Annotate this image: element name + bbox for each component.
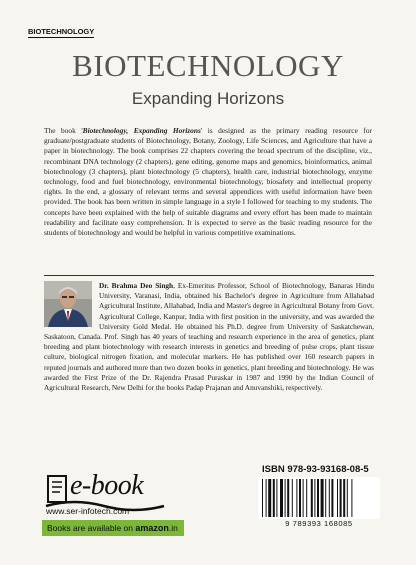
barcode-digits: 9 789393 168085: [285, 519, 353, 528]
author-bio: [44, 281, 374, 393]
availability-banner: [42, 520, 184, 536]
book-title: BIOTECHNOLOGY: [72, 48, 344, 83]
isbn-label: ISBN 978-93-93168-08-5: [262, 464, 369, 475]
blurb-lead: The book ': [44, 126, 83, 135]
availability-prefix: Books are available on: [47, 523, 136, 533]
blurb-text: ' is designed as the primary reading resource for graduate/postgraduate students of Biotechnology, Botany, Zoology, Life Sciences, and Agriculture that have a paper in biotechnology. The book comprises 22 chapters covering the broad spectrum of the discipline, viz., recombinant DNA technology (2 chapters), gene editing, genome maps and genomics, bioinformatics, animal biotechnology (3 chapters), plant biotechnology (5 chapters), health care, industrial biotechnology, enzyme technology, food and fuel biotechnology, environmental biotechnology, biosafety and intellectual property rights. In the end, a glossary of relevant terms and several appendices with useful information have been provided. The book has been written in simple language in a style I followed for teaching to my students. The concepts have been explained with the help of suitable diagrams and every effort has been made to maintain readability and facilitate easy comprehension. It is expected to serve as the basic reading resource for the students of biotechnology and would be helpful in various competitive examinations.: [44, 126, 373, 238]
author-photo: [44, 281, 92, 327]
amazon-brand: amazon: [135, 523, 169, 533]
book-description: [44, 126, 372, 238]
author-name: Dr. Brahma Deo Singh: [99, 281, 174, 290]
book-subtitle: Expanding Horizons: [131, 89, 285, 108]
publisher-url[interactable]: www.ser-infotech.com: [46, 506, 130, 516]
amazon-suffix: .in: [168, 523, 178, 533]
section-divider: [44, 275, 374, 276]
running-header: BIOTECHNOLOGY: [28, 27, 95, 36]
author-bio-text: , Ex-Emeritus Professor, School of Biotechnology, Banaras Hindu University, Varanasi, India, obtained his Bachelor's degree in Agriculture from Allahabad Agricultural Institute, Allahabad, India and Master's degree in Agricultural Botany from Govt. Agricultural College, Kanpur, India with first position in the university, and was awarded the University Gold Medal. He obtained his Ph.D. degree from University of Saskatchewan, Saskatoon, Canada. Prof. Singh has 40 years of teaching and research experience in the area of genetics, plant breeding and plant biotechnology with research interests in genetics and breeding of pulse crops, plant tissue culture, biological nitrogen fixation, and molecular markers. He has published over 160 research papers in reputed journals and authored more than two dozen books in genetics, plant breeding and biotechnology. He was awarded the First Prize of the Dr. Rajendra Prasad Puraskar in 1987 and 1990 by the Indian Council of Agricultural Research, New Delhi for the books Padap Prajanan and Anuvanshiki, respectively.: [44, 281, 374, 393]
barcode: [258, 477, 380, 519]
blurb-book-name: Biotechnology, Expanding Horizons: [82, 126, 201, 135]
ebook-logo-text: e-book: [70, 470, 144, 501]
